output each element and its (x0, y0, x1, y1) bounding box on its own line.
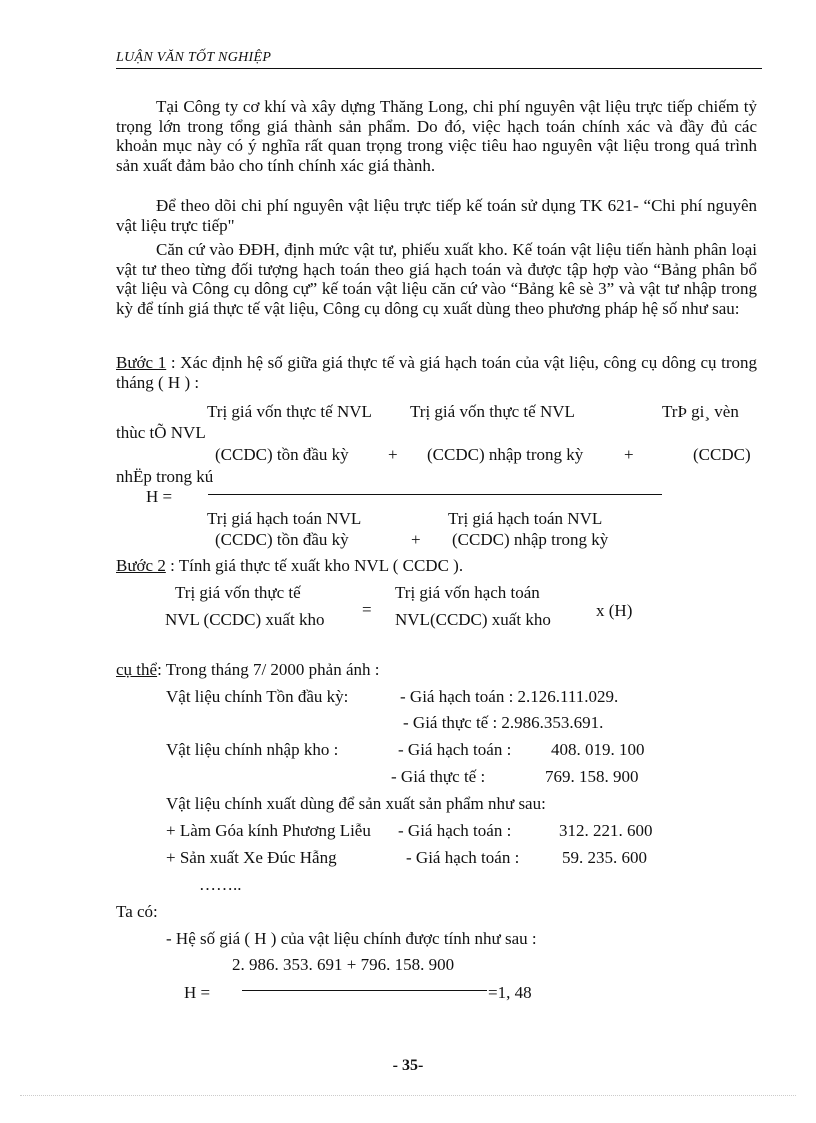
step-1-label: Bước 1 (116, 353, 167, 372)
example-h-intro: - Hệ số giá ( H ) của vật liệu chính được tính như sau : (166, 929, 537, 948)
example-r1-right: - Giá hạch toán : 2.126.111.029. (400, 687, 619, 706)
header-rule (116, 68, 762, 69)
example-r7-value: 59. 235. 600 (562, 848, 647, 867)
formula1-h-label: H = (146, 487, 173, 506)
page-number: - 35- (392, 1057, 424, 1074)
example-r5: Vật liệu chính xuất dùng để sản xuất sản phẩm như sau: (166, 794, 546, 813)
formula1-den-a1: Trị giá hạch toán NVL (207, 509, 362, 528)
step-1 (116, 353, 757, 392)
example-calc-result: =1, 48 (488, 983, 532, 1002)
example-r1-left: Vật liệu chính Tồn đầu kỳ: (166, 687, 349, 706)
formula2-left-1: Trị giá vốn thực tế (175, 583, 301, 602)
paragraph-1 (116, 97, 757, 175)
step-2 (116, 557, 463, 574)
example-r6-left: + Làm Góa kính Phương Liễu (166, 821, 371, 840)
example-r7-label: - Giá hạch toán : (406, 848, 520, 867)
formula2-right-2: NVL(CCDC) xuất kho (395, 610, 551, 629)
example-label: cụ thể (116, 660, 158, 679)
step-2-label: Bước 2 (116, 556, 166, 575)
example-calc-h: H = (184, 983, 211, 1002)
example-r3-label: - Giá hạch toán : (398, 740, 512, 759)
formula1-num-c3: (CCDC) (693, 445, 751, 464)
formula1-fraction-line (208, 494, 662, 495)
paragraph-3 (116, 240, 757, 318)
formula1-den-b1: Trị giá hạch toán NVL (448, 509, 603, 528)
step-1-text: : Xác định hệ số giữa giá thực tế và giá hạch toán của vật liệu, công cụ dông cụ trong tháng ( H ) : (116, 353, 757, 392)
formula1-den-b2: (CCDC) nhập trong kỳ (452, 530, 609, 549)
formula1-plus-3: + (411, 530, 421, 549)
example-r6-value: 312. 221. 600 (559, 821, 653, 840)
formula2-mult: x (H) (596, 601, 633, 620)
formula1-num-b2: (CCDC) nhập trong kỳ (427, 445, 584, 464)
example-r4-label: - Giá thực tế : (391, 767, 486, 786)
example-intro-text: : Trong tháng 7/ 2000 phản ánh : (157, 660, 380, 679)
example-r6-label: - Giá hạch toán : (398, 821, 512, 840)
formula1-plus-2: + (624, 445, 634, 464)
formula1-num-c4: nhËp trong kú (116, 467, 214, 486)
formula2-left-2: NVL (CCDC) xuất kho (165, 610, 325, 629)
formula2-right-1: Trị giá vốn hạch toán (395, 583, 540, 602)
example-intro (116, 661, 380, 678)
example-dots: …….. (199, 875, 242, 894)
formula1-num-a1: Trị giá vốn thực tế NVL (207, 402, 372, 421)
formula2-eq: = (362, 600, 372, 619)
example-r7-left: + Sản xuất Xe Đúc Hẫng (166, 848, 337, 867)
formula1-num-c2: thùc tÕ NVL (116, 423, 206, 442)
formula1-num-a2: (CCDC) tồn đầu kỳ (215, 445, 349, 464)
example-r2-right: - Giá thực tế : 2.986.353.691. (403, 713, 604, 732)
footer-rule (20, 1095, 796, 1096)
formula1-num-c1: TrÞ gi¸ vèn (662, 402, 739, 421)
paragraph-2-text: Để theo dõi chi phí nguyên vật liệu trực tiếp kế toán sử dụng TK 621- “Chi phí nguyên vật liệu trực tiếp" (116, 196, 757, 235)
formula1-plus-1: + (388, 445, 398, 464)
formula1-den-a2: (CCDC) tồn đầu kỳ (215, 530, 349, 549)
paragraph-3-text: Căn cứ vào ĐĐH, định mức vật tư, phiếu xuất kho. Kế toán vật liệu tiến hành phân loại vật tư theo từng đối tượng hạch toán theo giá hạch toán và được tập hợp vào “Bảng phân bổ vật liệu và Công cụ dông cự” kế toán vật liệu căn cứ vào “Bảng kê sè 3” và vật tư nhập trong kỳ để tính giá thực tế vật liệu, Công cụ dông cụ xuất dùng theo phương pháp hệ số như sau: (116, 240, 757, 318)
example-fraction-line (242, 990, 487, 991)
paragraph-1-text: Tại Công ty cơ khí và xây dựng Thăng Long, chi phí nguyên vật liệu trực tiếp chiếm tỷ trọng lớn trong tổng giá thành sản phẩm. Do đó, việc hạch toán chính xác và đầy đủ các khoản mục này có ý nghĩa rất quan trọng trong việc tiêu hao nguyên vật liệu trong quá trình sản xuất đảm bảo cho tính chính xác giá thành. (116, 97, 757, 175)
paragraph-2 (116, 196, 757, 235)
header-title: LUẬN VĂN TỐT NGHIỆP (116, 50, 272, 65)
formula1-num-b1: Trị giá vốn thực tế NVL (410, 402, 575, 421)
step-2-text: : Tính giá thực tế xuất kho NVL ( CCDC ). (165, 556, 464, 575)
example-r3-value: 408. 019. 100 (551, 740, 645, 759)
example-r3-left: Vật liệu chính nhập kho : (166, 740, 339, 759)
example-r4-value: 769. 158. 900 (545, 767, 639, 786)
example-taco: Ta có: (116, 902, 158, 921)
example-calc-num: 2. 986. 353. 691 + 796. 158. 900 (232, 955, 455, 974)
